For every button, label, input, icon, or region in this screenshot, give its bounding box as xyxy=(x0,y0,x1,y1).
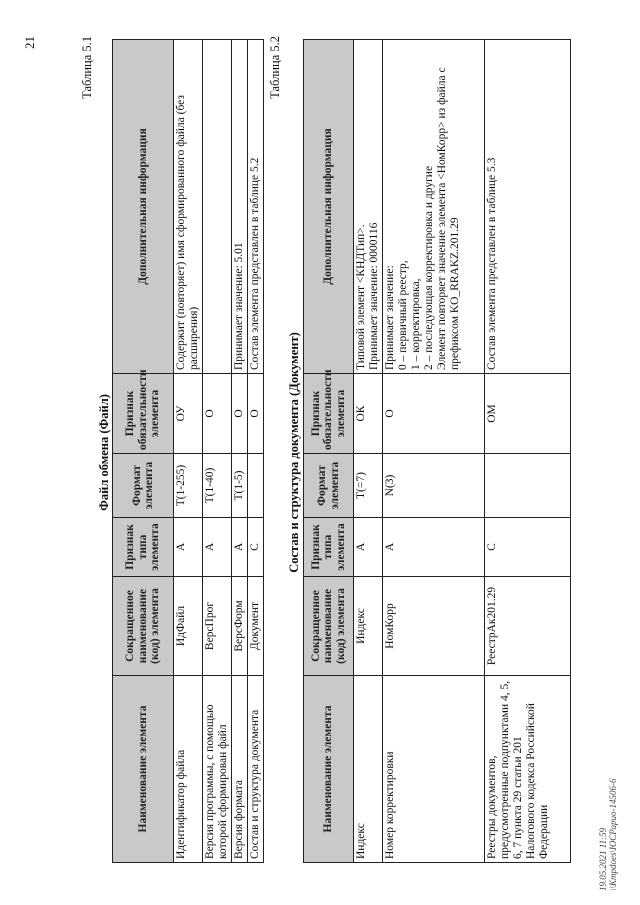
table2-cell: T(=7) xyxy=(354,454,383,518)
table2-header-row xyxy=(304,40,354,863)
table2 xyxy=(303,39,571,863)
table-row xyxy=(354,40,383,863)
table2-cell: Типовой элемент <КНДТип>. Принимает значение: 0000116 xyxy=(354,40,383,374)
table2-header-code: Сокращенное наименование (код) элемента xyxy=(304,577,354,676)
table1-cell xyxy=(248,454,264,518)
table1-cell: Состав элемента представлен в таблице 5.2 xyxy=(248,40,264,374)
table1-cell: С xyxy=(248,518,264,577)
table2-cell: Реестры документов, предусмотренные подпунктами 4, 5, 6, 7 пункта 29 статьи 201 Налогового кодекса Российской Федерации xyxy=(485,676,571,863)
table2-cell: N(3) xyxy=(383,454,485,518)
table1-cell: А xyxy=(174,518,203,577)
table-row xyxy=(485,40,571,863)
table2-header-name: Наименование элемента xyxy=(304,676,354,863)
table1-cell: Принимает значение: 5.01 xyxy=(232,40,248,374)
table1-header-type: Признак типа элемента xyxy=(113,518,174,577)
stamp-line-2: \\Kmpdoes\ЮСРарио-14506-6 xyxy=(608,778,618,891)
table1-header-info: Дополнительная информация xyxy=(113,40,174,374)
table2-cell: Состав элемента представлен в таблице 5.3 xyxy=(485,40,571,374)
table1-cell: T(1-5) xyxy=(232,454,248,518)
table1-header-format: Формат элемента xyxy=(113,454,174,518)
stamp-line-1: 19.05.2021 11:59 xyxy=(598,827,608,891)
table1-title: Файл обмена (Файл) xyxy=(97,394,111,511)
table-row xyxy=(232,40,248,863)
table2-header-type: Признак типа элемента xyxy=(304,518,354,577)
table1-cell: Идентификатор файла xyxy=(174,676,203,863)
table1-cell: О xyxy=(203,374,232,454)
table2-cell: РеестрАк201.29 xyxy=(485,577,571,676)
table1-cell: ОУ xyxy=(174,374,203,454)
table-row xyxy=(174,40,203,863)
table2-cell: Принимает значение: 0 – первичный реестр, 1 – корректировка, 2 – последующая корректировка и другие Элемент повторяет значение элемента <НомКорр> из файла с префиксом KO_RRAKZ.201.29 xyxy=(383,40,485,374)
table-row xyxy=(383,40,485,863)
table2-header-format: Формат элемента xyxy=(304,454,354,518)
table2-cell: О xyxy=(383,374,485,454)
table1-cell: А xyxy=(203,518,232,577)
table2-caption: Таблица 5.2 xyxy=(268,36,282,99)
table1-header-name: Наименование элемента xyxy=(113,676,174,863)
table1-cell: О xyxy=(248,374,264,454)
table1-cell xyxy=(203,40,232,374)
page-number: 21 xyxy=(22,36,37,49)
table2-cell: Индекс xyxy=(354,577,383,676)
table1-cell: О xyxy=(232,374,248,454)
table1 xyxy=(112,39,264,863)
table2-cell: НомКорр xyxy=(383,577,485,676)
table2-cell: А xyxy=(383,518,485,577)
table1-cell: ВерсФорм xyxy=(232,577,248,676)
table2-title: Состав и структура документа (Документ) xyxy=(287,332,301,573)
table1-cell: T(1-255) xyxy=(174,454,203,518)
table1-cell: А xyxy=(232,518,248,577)
table2-cell: А xyxy=(354,518,383,577)
table2-header-info: Дополнительная информация xyxy=(304,40,354,374)
table2-cell: Номер корректировки xyxy=(383,676,485,863)
print-stamp xyxy=(598,779,618,891)
table1-caption: Таблица 5.1 xyxy=(80,36,94,99)
table1-cell: Версия формата xyxy=(232,676,248,863)
table2-cell: ОМ xyxy=(485,374,571,454)
table1-cell: T(1-40) xyxy=(203,454,232,518)
table1-header-row xyxy=(113,40,174,863)
table1-cell: Версия программы, с помощью которой сформирован файл xyxy=(203,676,232,863)
table1-cell: Состав и структура документа xyxy=(248,676,264,863)
table1-header-required: Признак обязательности элемента xyxy=(113,374,174,454)
table1-cell: Содержит (повторяет) имя сформированного файла (без расширения) xyxy=(174,40,203,374)
table1-header-code: Сокращенное наименование (код) элемента xyxy=(113,577,174,676)
table2-cell: Индекс xyxy=(354,676,383,863)
table-row xyxy=(248,40,264,863)
table1-cell: Документ xyxy=(248,577,264,676)
table1-cell: ВерсПрог xyxy=(203,577,232,676)
table2-cell xyxy=(485,454,571,518)
table2-header-required: Признак обязательности элемента xyxy=(304,374,354,454)
table2-cell: С xyxy=(485,518,571,577)
table-row xyxy=(203,40,232,863)
table2-cell: ОК xyxy=(354,374,383,454)
table1-cell: ИдФайл xyxy=(174,577,203,676)
